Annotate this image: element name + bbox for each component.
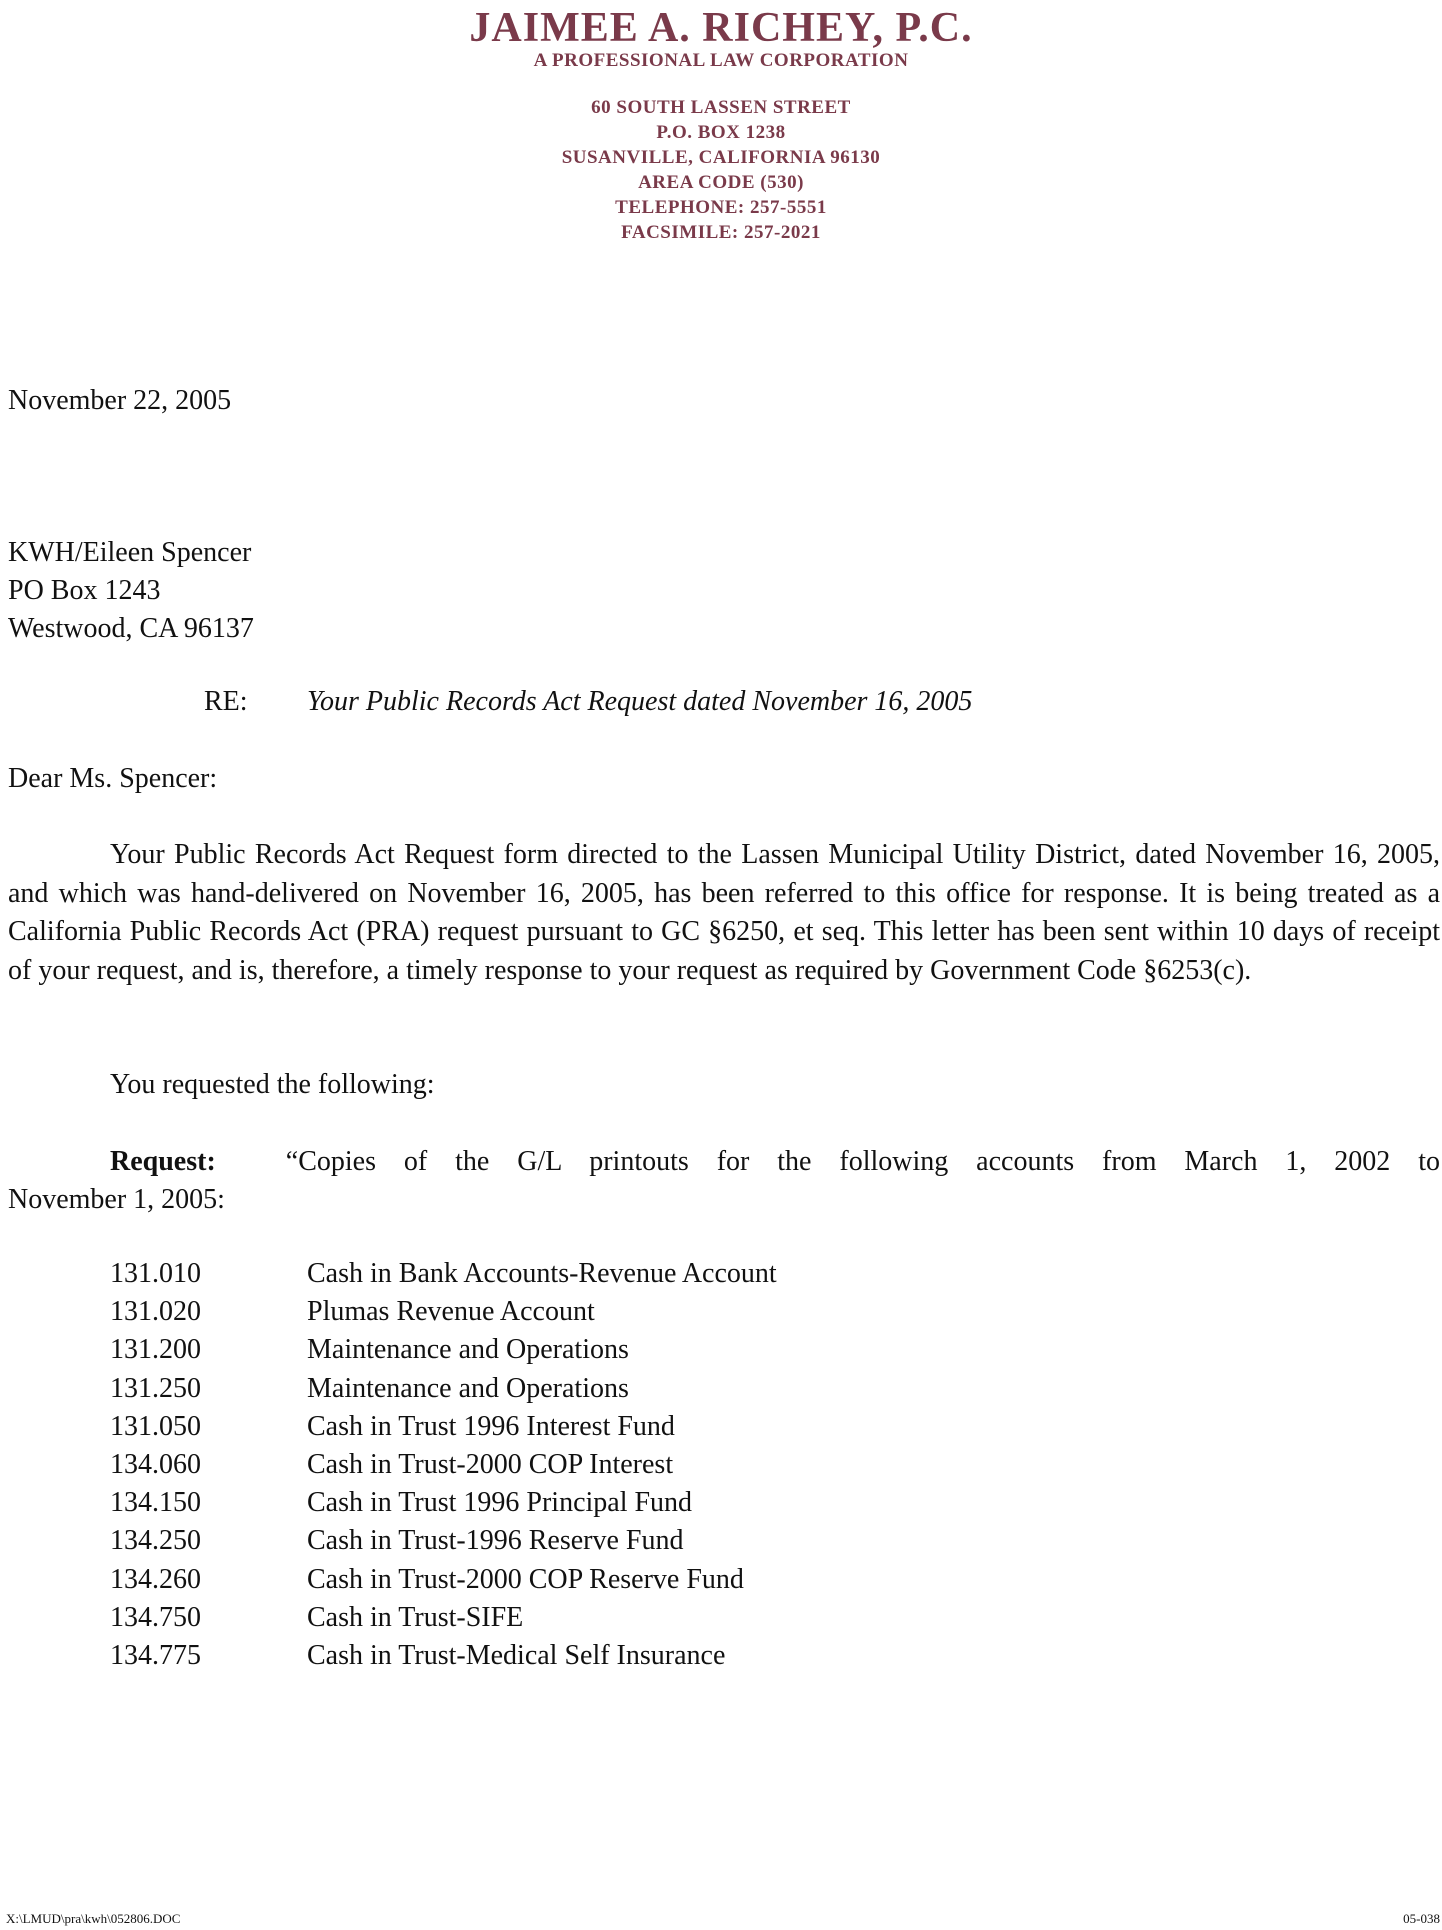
account-row [110,1446,777,1484]
account-number: 131.010 [110,1258,201,1289]
body-paragraph-2: You requested the following: [110,1069,435,1100]
account-name: Cash in Trust-2000 COP Interest [307,1448,674,1480]
account-name: Cash in Trust 1996 Principal Fund [307,1487,693,1519]
account-name: Maintenance and Operations [307,1372,629,1404]
account-row [110,1637,777,1675]
account-row [110,1293,777,1331]
account-number: 134.250 [110,1525,201,1557]
account-number: 134.750 [110,1601,201,1633]
accounts-list [110,1255,777,1675]
account-row [110,1484,777,1522]
account-name: Maintenance and Operations [307,1334,629,1366]
address-line-telephone: TELEPHONE: 257-5551 [615,197,827,218]
footer-file-path: X:\LMUD\pra\kwh\052806.DOC [6,1911,181,1926]
footer-code: 05-038 [1403,1911,1440,1926]
account-number: 131.020 [110,1296,201,1328]
account-number: 134.060 [110,1448,201,1480]
request-label: Request: [110,1146,216,1177]
recipient-name: KWH/Eileen Spencer [8,537,252,568]
account-name: Cash in Trust 1996 Interest Fund [307,1410,675,1442]
body-paragraph-1-text: Your Public Records Act Request form directed to the Lassen Municipal Utility District, dated November 16, 2005, and which was hand-delivered on November 16, 2005, has been referred to this office for response. It is being treated as a California Public Records Act (PRA) request pursuant to GC §6250, et seq. This letter has been sent within 10 days of receipt of your request, and is, therefore, a timely response to your request as required by Government Code §6253(c). [8,839,1440,986]
account-number: 131.200 [110,1334,201,1366]
account-name: Cash in Trust-SIFE [307,1601,524,1633]
account-name: Plumas Revenue Account [307,1296,595,1328]
account-name: Cash in Trust-2000 COP Reserve Fund [307,1563,744,1595]
account-name: Cash in Trust-1996 Reserve Fund [307,1525,684,1557]
address-line-facsimile: FACSIMILE: 257-2021 [621,222,821,243]
re-label: RE: [204,686,248,717]
account-name: Cash in Bank Accounts-Revenue Account [307,1258,777,1289]
address-line-city: SUSANVILLE, CALIFORNIA 96130 [561,147,881,168]
account-row [110,1408,777,1446]
account-number: 131.250 [110,1372,201,1404]
recipient-city: Westwood, CA 96137 [8,613,254,644]
account-row [110,1370,777,1408]
re-subject: Your Public Records Act Request dated November 16, 2005 [307,686,973,717]
account-number: 134.150 [110,1487,201,1519]
salutation: Dear Ms. Spencer: [8,763,218,794]
request-text-line-1: “Copies of the G/L printouts for the following accounts from March 1, 2002 to [285,1146,1440,1177]
request-block [8,1143,1440,1219]
account-number: 134.775 [110,1639,201,1671]
account-name: Cash in Trust-Medical Self Insurance [307,1639,726,1671]
account-row [110,1255,777,1293]
recipient-pobox: PO Box 1243 [8,575,161,606]
account-row [110,1599,777,1637]
account-row [110,1561,777,1599]
request-text-line-2: November 1, 2005: [8,1184,225,1215]
firm-name: JAIMEE A. RICHEY, P.C. [469,5,973,51]
account-number: 131.050 [110,1410,201,1442]
address-line-street: 60 SOUTH LASSEN STREET [591,97,851,118]
address-line-areacode: AREA CODE (530) [638,172,804,193]
account-number: 134.260 [110,1563,201,1595]
letter-date: November 22, 2005 [8,385,232,416]
address-line-pobox: P.O. BOX 1238 [656,122,786,143]
account-row [110,1522,777,1560]
account-row [110,1331,777,1369]
firm-subtitle: A PROFESSIONAL LAW CORPORATION [533,50,909,71]
body-paragraph-1 [8,836,1440,990]
